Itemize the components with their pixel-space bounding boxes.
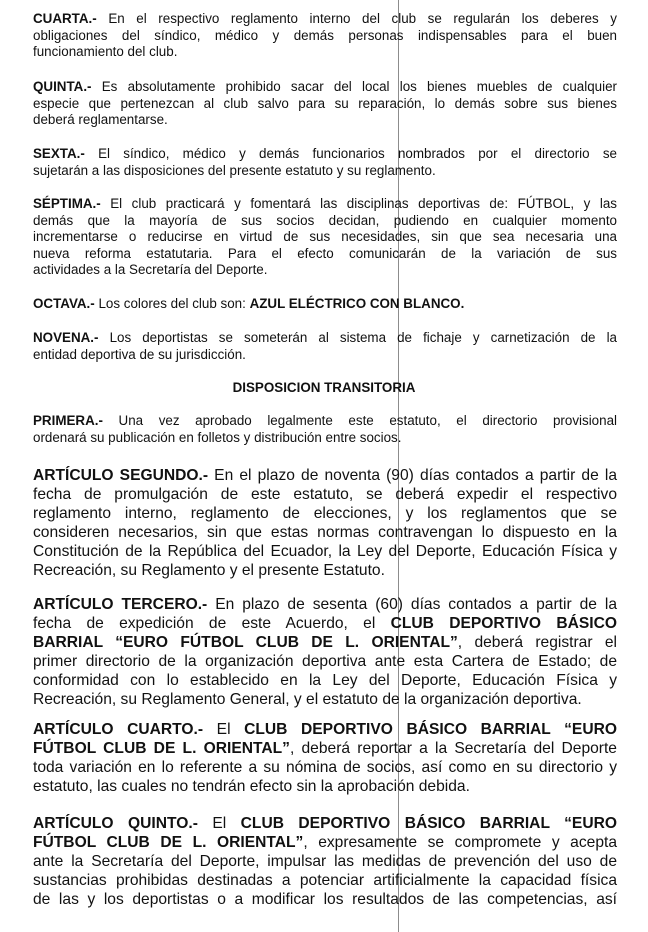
clause-label: CUARTA.- — [33, 11, 97, 26]
clause-octava: OCTAVA.- Los colores del club son: AZUL ELÉCTRICO CON BLANCO. — [33, 296, 465, 311]
articulo-tercero: ARTÍCULO TERCERO.- En plazo de sesenta (60) días contados a partir de la fecha de expedición de este Acuerdo, el CLUB DEPORTIVO BÁSICO BARRIAL “EURO FÚTBOL CLUB DE L. ORIENTAL”, deberá registrar el primer directorio de la organización deportiva ante esta Cartera de Estado; de conformidad con lo establecido en la Ley del Deporte, Educación Física y Recreación, su Reglamento General, y el estatuto de la organización deportiva. — [33, 596, 618, 708]
article-label: ARTÍCULO QUINTO.- — [33, 815, 198, 832]
article-label: ARTÍCULO TERCERO.- — [33, 596, 208, 613]
club-name: CLUB DEPORTIVO BÁSICO BARRIAL “EURO — [244, 721, 617, 738]
club-name: CLUB DEPORTIVO BÁSICO BARRIAL “EURO — [240, 815, 617, 832]
articulo-quinto: ARTÍCULO QUINTO.- El CLUB DEPORTIVO BÁSICO BARRIAL “EURO FÚTBOL CLUB DE L. ORIENTAL”, expresamente se compromete y acepta ante la Secretaría del Deporte, impulsar las medidas de prevención del uso de sustancias prohibidas destinadas a potenciar artificialmente la capacidad física de las y los deportistas o a modificar los resultados de las competencias, así — [33, 815, 617, 908]
clause-label: PRIMERA.- — [33, 413, 103, 428]
clause-label: NOVENA.- — [33, 330, 99, 345]
clause-quinta: QUINTA.- Es absolutamente prohibido sacar del local los bienes muebles de cualquier especie que pertenezcan al club salvo para su reparación, lo demás sobre sus bienes deberá reglamentarse. — [33, 79, 617, 127]
clause-novena: NOVENA.- Los deportistas se someterán al sistema de fichaje y carnetización de la entidad deportiva de su jurisdicción. — [33, 330, 617, 362]
articulo-segundo: ARTÍCULO SEGUNDO.- En el plazo de noventa (90) días contados a partir de la fecha de promulgación de este estatuto, se deberá expedir el respectivo reglamento interno, reglamento de elecciones, y los reglamentos que se consideren necesarios, sin que estas normas contravengan lo dispuesto en la Constitución de la República del Ecuador, la Ley del Deporte, Educación Física y Recreación, su Reglamento y el presente Estatuto. — [33, 467, 618, 579]
clause-sexta: SEXTA.- El síndico, médico y demás funcionarios nombrados por el directorio se sujetarán a las disposiciones del presente estatuto y su reglamento. — [33, 146, 617, 178]
clause-septima: SÉPTIMA.- El club practicará y fomentará las disciplinas deportivas de: FÚTBOL, y las demás que la mayoría de sus socios decidan, pudiendo en cualquier momento incrementarse o reducirse en virtud de sus necesidades, sin que sea necesaria una nueva reforma estatutaria. Para el efecto comunicarán de la variación de sus actividades a la Secretaría del Deporte. — [33, 196, 617, 277]
club-name: FÚTBOL CLUB DE L. ORIENTAL” — [33, 740, 290, 757]
article-label: ARTÍCULO CUARTO.- — [33, 721, 204, 738]
clause-label: SEXTA.- — [33, 146, 85, 161]
clause-primera: PRIMERA.- Una vez aprobado legalmente este estatuto, el directorio provisional ordenará su publicación en folletos y distribución entre socios. — [33, 413, 617, 445]
club-name: CLUB DEPORTIVO BÁSICO — [390, 615, 617, 632]
club-colors: AZUL ELÉCTRICO CON BLANCO. — [249, 296, 465, 311]
clause-cuarta: CUARTA.- En el respectivo reglamento interno del club se regularán los deberes y obligaciones del síndico, médico y demás personas indispensables para el buen funcionamiento del club. — [33, 11, 617, 59]
clause-label: OCTAVA.- — [33, 296, 95, 311]
clause-label: SÉPTIMA.- — [33, 196, 101, 211]
club-name: BARRIAL “EURO FÚTBOL CLUB DE L. ORIENTAL” — [33, 634, 458, 651]
articulo-cuarto: ARTÍCULO CUARTO.- El CLUB DEPORTIVO BÁSICO BARRIAL “EURO FÚTBOL CLUB DE L. ORIENTAL”, deberá reportar a la Secretaría del Deporte toda variación en lo referente a su nómina de socios, así como en su directorio y estatuto, las cuales no tendrán efecto sin la aprobación debida. — [33, 721, 617, 795]
article-label: ARTÍCULO SEGUNDO.- — [33, 467, 209, 484]
clause-label: QUINTA.- — [33, 79, 92, 94]
club-name: FÚTBOL CLUB DE L. ORIENTAL” — [33, 834, 304, 851]
section-heading: DISPOSICION TRANSITORIA — [232, 380, 416, 395]
